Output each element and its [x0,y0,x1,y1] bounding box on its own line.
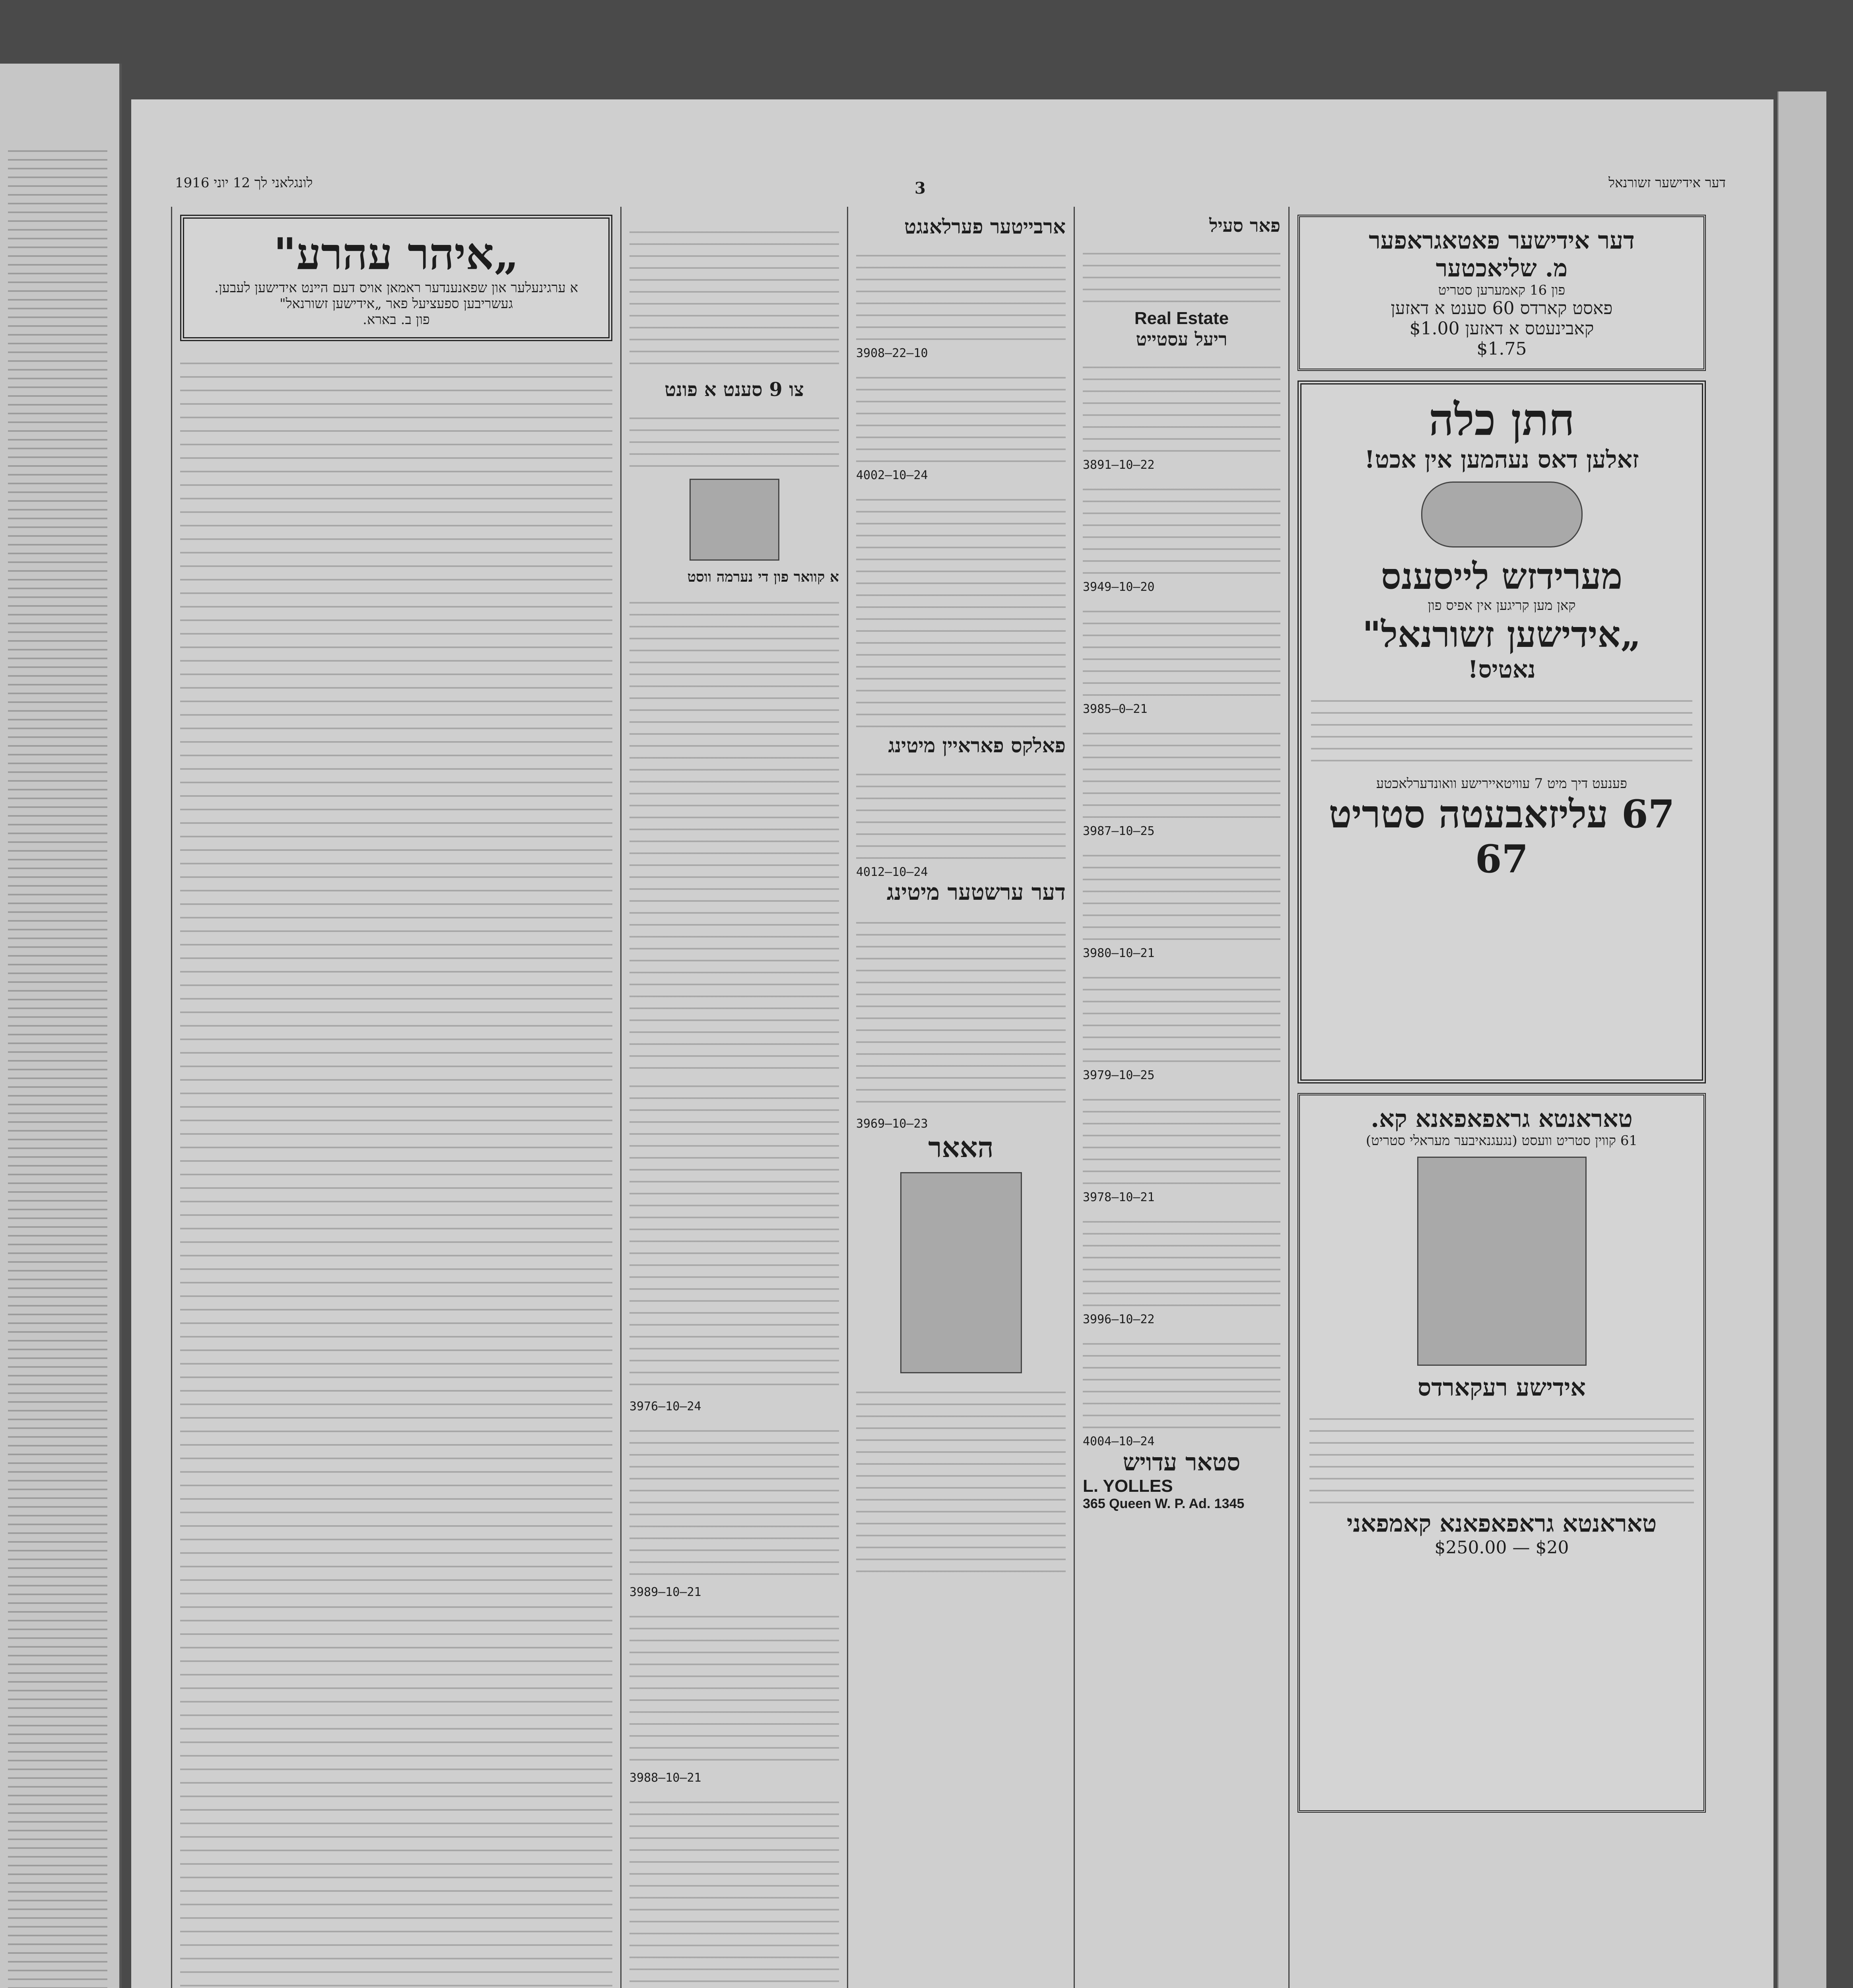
photographer-name: מ. שליאכטער [1435,254,1568,282]
classified-text [1083,722,1280,818]
novel-title: „איהר עהרע" [273,228,519,280]
previous-page-edge [0,64,122,1988]
classified-code: 3949—10—20 [1083,580,1155,594]
photographer-size-2: קאבינעטס א דאזען $1.00 [1409,318,1594,339]
price-2: $20 [1535,1538,1569,1558]
classified-code: 3985—0—21 [1083,702,1148,716]
news-text [629,407,839,471]
page-number: 3 [915,179,926,198]
bride-line2: מערידזש לייסענס [1381,555,1623,598]
stock-title: צו 9 סענט א פונט [664,379,804,401]
bride-footer: פענעט דיך מיט 7 עוויטאיירישע וואונדערלאכטע [1376,776,1627,792]
gramophone-records: אידישע רעקארדס [1418,1374,1586,1402]
classified-code: 3978—10—21 [1083,1190,1155,1204]
news-text [629,1791,839,1988]
column-classifieds-2 [847,207,1074,1988]
seder-address: 365 Queen W. P. Ad. 1345 [1083,1496,1245,1511]
page-stack-edge [1777,91,1826,1988]
ad-gramophone [1297,1093,1706,1813]
classified-text [1083,478,1280,574]
column-news-1 [620,207,847,1988]
classified-text [856,245,1066,340]
bride-line3: קאן מען קריגען אין אפיס פון [1428,598,1576,613]
classified-code: 3987—10—25 [1083,824,1155,838]
classified-text [1083,1089,1280,1184]
column-classifieds-1 [1074,207,1288,1988]
seder-name: L. YOLLES [1083,1476,1173,1496]
paper-name: דער אידישער זשורנאל [1608,175,1726,191]
meeting2-text [856,912,1066,1110]
meeting2-heading: דער ערשטער מיטינג [886,879,1066,905]
classified-code: 3979—10—25 [1083,1068,1155,1082]
classified-code: 3969—10—23 [856,1117,928,1131]
classified-code: 4004—10—24 [1083,1435,1155,1448]
classified-code: 3891—10—22 [1083,458,1155,472]
meeting1-heading: פאלקס פאראיין מיטינג [888,734,1066,757]
news-text [629,1420,839,1579]
ornament-icon [1421,481,1583,547]
classified-code: 3989—10—21 [629,1585,701,1599]
gramophone-address: 61 קווין סטריט וועסט (נגעגנאיבער מעראלי סטריט) [1365,1133,1638,1149]
classified-text [1083,1333,1280,1428]
gramophone-illustration [1417,1157,1587,1366]
gramophone-prices: $250.00 — $20 [1434,1538,1569,1558]
ad-photographer [1297,215,1706,371]
news-text [629,592,839,1069]
classified-code: 4002—10—24 [856,468,928,482]
classified-code: 3996—10—22 [1083,1312,1155,1326]
seder-title: סטאר עדויש [1123,1448,1241,1476]
real-estate-en: Real Estate [1134,309,1229,328]
gramophone-company: טאראנטא גראפאפאנא קאמפאני [1346,1510,1657,1538]
classified-code: 3980—10—21 [1083,946,1155,960]
classified-text [1083,356,1280,452]
notice-text [1311,690,1692,769]
bride-line1: זאלען דאס נעהמען אין אכט! [1364,446,1639,474]
bride-title: חתן כלה [1428,394,1575,445]
running-head [159,175,1750,199]
gramophone-title: טאראנטא גראפאפאנא קא. [1371,1105,1633,1133]
real-estate-heading: ריעל עסטייט [1136,328,1228,350]
bride-line4: „אידישען זשורנאל" [1362,613,1641,656]
date-line: לונגלאני לך 12 יוני 1916 [175,175,313,191]
photographer-size-1: פאסט קארדס 60 סענט א דאזען [1391,298,1613,318]
novel-author: פון ב. בארא. [363,312,430,328]
classified-text [1083,967,1280,1062]
column-ads-right [1288,207,1714,1988]
for-sale-heading: פאר סעיל [1209,215,1280,236]
hair-illustration [900,1172,1022,1373]
classified-code: 4012—10—24 [856,865,928,879]
novel-header [180,215,612,341]
photographer-size-3: $1.75 [1476,339,1527,359]
news-text [629,221,839,372]
classified-code: 3976—10—24 [629,1400,701,1413]
classified-text [1083,1211,1280,1306]
novel-note: געשריבען ספעציעל פאר „אידישען זשורנאל" [280,296,513,312]
bride-address: 67 עליזאבעטה סטריט 67 [1329,792,1675,881]
photographer-title: דער אידישער פאטאגראפער [1369,227,1635,254]
classified-text [856,489,1066,727]
news-text [629,1075,839,1393]
advice-heading: א קוואר פון די נערמה ווסט [687,569,839,585]
meeting1-text [856,763,1066,859]
hair-heading: האאר [928,1131,994,1164]
coat-of-arms-icon [690,479,779,561]
news-text [629,1606,839,1765]
novel-text [180,351,612,1988]
workers-wanted-heading: ארבייטער פערלאנגט [904,215,1066,238]
classified-code: 3988—10—21 [629,1771,701,1785]
classified-code: 3908—22—10 [856,346,928,360]
previous-page-text [8,143,107,1988]
price-1: $250.00 [1434,1538,1507,1558]
column-novel [171,207,620,1988]
classified-text [1083,243,1280,302]
gramophone-text [1309,1408,1694,1503]
notice-label: נאטיס! [1468,656,1536,683]
classified-text [856,367,1066,462]
classified-text [1083,600,1280,696]
photographer-address: פון 16 קאמערען סטריט [1438,282,1566,298]
novel-subtitle: א ערגינעלער און שפאנענדער ראמאן אויס דעם הײנט אידישען לעבען. [214,280,578,296]
classified-text [1083,845,1280,940]
ad-marriage-license [1297,381,1706,1083]
hair-text [856,1381,1066,1580]
